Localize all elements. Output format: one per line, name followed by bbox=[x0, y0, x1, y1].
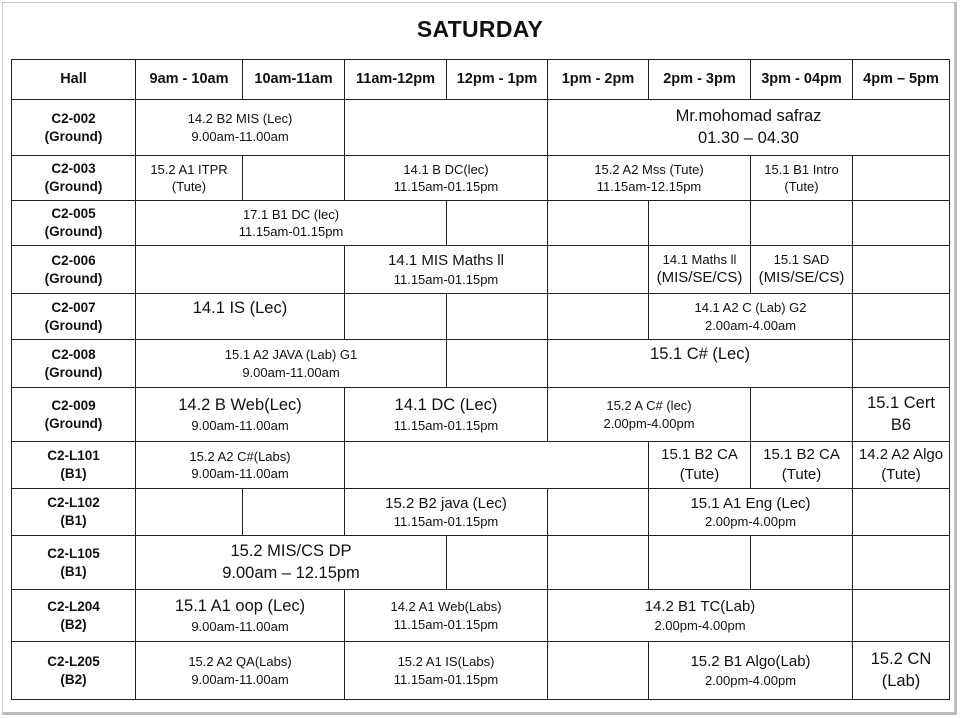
session-title: 15.1 SAD bbox=[773, 252, 830, 268]
empty-cell bbox=[548, 536, 649, 590]
session-title: 15.2 B1 Algo(Lab) bbox=[690, 653, 811, 671]
session-cell bbox=[136, 100, 345, 156]
session-cell bbox=[548, 340, 853, 388]
empty-cell bbox=[548, 489, 649, 536]
hall-floor: (B2) bbox=[60, 616, 87, 632]
hall-code: C2-008 bbox=[51, 346, 96, 362]
hall-code: C2-006 bbox=[51, 252, 96, 268]
session-time: 2.00pm-4.00pm bbox=[704, 514, 797, 530]
session-title: 15.2 A2 C#(Labs) bbox=[189, 448, 291, 464]
session-time: (Tute) bbox=[881, 466, 921, 483]
session-cell bbox=[548, 388, 751, 442]
session-time: 11.15am-01.15pm bbox=[393, 616, 499, 632]
header-slot: 2pm - 3pm bbox=[649, 60, 751, 100]
session-title: 15.1 B2 CA bbox=[661, 446, 738, 464]
session-time: 11.15am-01.15pm bbox=[393, 179, 499, 194]
session-cell bbox=[649, 642, 853, 700]
session-cell bbox=[345, 590, 548, 642]
session-cell bbox=[548, 590, 853, 642]
session-cell bbox=[649, 246, 751, 294]
session-title: 15.1 B1 Intro bbox=[764, 161, 839, 177]
session-title: 14.1 MIS Maths ll bbox=[388, 252, 504, 270]
session-time: 2.00am-4.00am bbox=[704, 317, 797, 333]
empty-cell bbox=[548, 201, 649, 246]
hall-code: C2-009 bbox=[51, 397, 96, 413]
session-cell bbox=[853, 442, 950, 489]
hall-floor: (Ground) bbox=[44, 317, 103, 333]
session-title: 14.2 B1 TC(Lab) bbox=[644, 598, 756, 616]
hall-cell bbox=[12, 442, 136, 489]
hall-floor: (B1) bbox=[60, 466, 87, 481]
hall-code: C2-L205 bbox=[47, 653, 100, 669]
empty-cell bbox=[548, 246, 649, 294]
session-title: 15.2 CN bbox=[870, 649, 932, 668]
session-title: 14.1 Maths ll bbox=[662, 252, 737, 268]
session-cell bbox=[649, 489, 853, 536]
session-title: 14.2 A1 Web(Labs) bbox=[390, 599, 502, 615]
hall-floor: (Ground) bbox=[44, 224, 103, 239]
session-time: 2.00pm-4.00pm bbox=[654, 617, 746, 633]
session-cell bbox=[345, 489, 548, 536]
session-title: 15.2 MIS/CS DP bbox=[230, 541, 352, 560]
table-row bbox=[12, 156, 950, 201]
hall-code: C2-003 bbox=[51, 161, 96, 177]
hall-floor: (Ground) bbox=[44, 270, 103, 286]
session-title: 14.1 A2 C (Lab) G2 bbox=[694, 300, 807, 316]
session-cell bbox=[649, 294, 853, 340]
session-time: 9.00am-11.00am bbox=[191, 466, 289, 481]
page-title: SATURDAY bbox=[416, 16, 544, 42]
session-title: 15.1 A2 JAVA (Lab) G1 bbox=[224, 347, 358, 363]
header-slot: 9am - 10am bbox=[136, 60, 243, 100]
session-cell bbox=[136, 442, 345, 489]
session-cell bbox=[853, 642, 950, 700]
empty-cell bbox=[853, 489, 950, 536]
session-time: 11.15am-01.15pm bbox=[393, 671, 499, 687]
hall-cell bbox=[12, 590, 136, 642]
session-time: (MIS/SE/CS) bbox=[758, 269, 845, 287]
hall-cell bbox=[12, 100, 136, 156]
header-slot: 1pm - 2pm bbox=[548, 60, 649, 100]
session-cell bbox=[345, 388, 548, 442]
session-title: 14.1 B DC(lec) bbox=[403, 161, 489, 177]
hall-cell bbox=[12, 489, 136, 536]
hall-cell bbox=[12, 156, 136, 201]
session-cell bbox=[649, 442, 751, 489]
session-title: 15.2 A1 IS(Labs) bbox=[397, 654, 495, 670]
session-time: 2.00pm-4.00pm bbox=[704, 672, 797, 688]
session-cell bbox=[136, 590, 345, 642]
session-cell bbox=[136, 340, 447, 388]
table-row bbox=[12, 442, 950, 489]
hall-code: C2-L204 bbox=[47, 598, 100, 614]
empty-cell bbox=[853, 294, 950, 340]
session-time: 9.00am-11.00am bbox=[191, 417, 289, 433]
session-time: 9.00am-11.00am bbox=[191, 671, 289, 687]
table-row bbox=[12, 536, 950, 590]
empty-cell bbox=[447, 294, 548, 340]
hall-code: C2-005 bbox=[51, 206, 96, 222]
session-time: 9.00am-11.00am bbox=[191, 618, 289, 634]
session-title: 14.1 IS (Lec) bbox=[192, 299, 288, 317]
session-title: 15.1 C# (Lec) bbox=[650, 345, 750, 363]
empty-cell bbox=[649, 201, 751, 246]
session-time: (Tute) bbox=[679, 466, 720, 483]
empty-cell bbox=[136, 489, 243, 536]
empty-cell bbox=[243, 156, 345, 201]
header-slot: 12pm - 1pm bbox=[447, 60, 548, 100]
session-cell bbox=[853, 388, 950, 442]
empty-cell bbox=[853, 246, 950, 294]
header-slot: 11am-12pm bbox=[345, 60, 447, 100]
header-row bbox=[12, 60, 950, 100]
session-title: Mr.mohomad safraz bbox=[675, 106, 822, 125]
table-row bbox=[12, 246, 950, 294]
session-cell bbox=[136, 156, 243, 201]
table-row bbox=[12, 489, 950, 536]
hall-cell bbox=[12, 536, 136, 590]
timetable bbox=[11, 59, 950, 700]
session-title: 15.1 Cert bbox=[867, 393, 935, 412]
session-time: 9.00am-11.00am bbox=[242, 364, 340, 380]
session-time: 11.15am-01.15pm bbox=[393, 417, 499, 433]
empty-cell bbox=[243, 489, 345, 536]
session-time: 11.15am-01.15pm bbox=[393, 271, 499, 287]
table-row bbox=[12, 642, 950, 700]
hall-floor: (Ground) bbox=[44, 364, 103, 380]
session-title: 15.2 B2 java (Lec) bbox=[385, 494, 507, 512]
hall-floor: (B2) bbox=[60, 671, 87, 687]
empty-cell bbox=[751, 201, 853, 246]
table-row bbox=[12, 388, 950, 442]
hall-code: C2-L102 bbox=[47, 495, 100, 511]
hall-floor: (Ground) bbox=[44, 415, 103, 431]
session-cell bbox=[751, 246, 853, 294]
session-title: 14.1 DC (Lec) bbox=[394, 396, 498, 415]
table-row bbox=[12, 590, 950, 642]
session-time: (Tute) bbox=[784, 179, 819, 194]
session-time: 2.00pm-4.00pm bbox=[603, 415, 695, 431]
empty-cell bbox=[447, 201, 548, 246]
empty-cell bbox=[447, 536, 548, 590]
table-row bbox=[12, 340, 950, 388]
hall-floor: (B1) bbox=[60, 513, 87, 528]
header-slot: 4pm – 5pm bbox=[853, 60, 950, 100]
session-cell bbox=[548, 156, 751, 201]
empty-cell bbox=[751, 536, 853, 590]
session-title: 15.2 A2 QA(Labs) bbox=[188, 654, 292, 670]
empty-cell bbox=[345, 100, 548, 156]
session-title: 15.2 A C# (lec) bbox=[606, 398, 692, 414]
empty-cell bbox=[345, 294, 447, 340]
empty-cell bbox=[136, 246, 345, 294]
session-time: 11.15am-01.15pm bbox=[393, 514, 499, 530]
hall-floor: (B1) bbox=[60, 563, 87, 579]
session-time: (Tute) bbox=[781, 466, 822, 483]
session-title: 15.2 A1 ITPR bbox=[150, 161, 228, 177]
empty-cell bbox=[548, 642, 649, 700]
session-cell bbox=[345, 246, 548, 294]
session-title: 14.2 A2 Algo bbox=[858, 446, 944, 464]
header-slot: 3pm - 04pm bbox=[751, 60, 853, 100]
session-cell bbox=[548, 100, 950, 156]
hall-cell bbox=[12, 201, 136, 246]
hall-code: C2-L105 bbox=[47, 545, 100, 561]
session-time: 11.15am-01.15pm bbox=[238, 224, 344, 239]
hall-code: C2-L101 bbox=[47, 448, 100, 464]
hall-floor: (Ground) bbox=[44, 128, 103, 144]
session-time: B6 bbox=[890, 415, 912, 434]
session-title: 14.2 B Web(Lec) bbox=[178, 396, 302, 415]
hall-cell bbox=[12, 294, 136, 340]
session-time: (Tute) bbox=[171, 179, 207, 194]
empty-cell bbox=[853, 201, 950, 246]
session-time: 01.30 – 04.30 bbox=[698, 128, 799, 147]
hall-cell bbox=[12, 388, 136, 442]
session-cell bbox=[136, 294, 345, 340]
session-title: 15.2 A2 Mss (Tute) bbox=[594, 161, 704, 177]
table-row bbox=[12, 100, 950, 156]
empty-cell bbox=[853, 340, 950, 388]
session-time: 9.00am-11.00am bbox=[191, 128, 289, 144]
empty-cell bbox=[853, 590, 950, 642]
session-cell bbox=[751, 442, 853, 489]
session-time: (MIS/SE/CS) bbox=[656, 269, 743, 287]
session-title: 17.1 B1 DC (lec) bbox=[242, 206, 340, 222]
header-hall: Hall bbox=[12, 60, 136, 100]
session-time: 11.15am-12.15pm bbox=[596, 179, 702, 194]
table-row bbox=[12, 294, 950, 340]
hall-cell bbox=[12, 340, 136, 388]
session-title: 15.1 A1 oop (Lec) bbox=[174, 597, 306, 616]
hall-cell bbox=[12, 642, 136, 700]
session-time: 9.00am – 12.15pm bbox=[222, 563, 360, 582]
empty-cell bbox=[649, 536, 751, 590]
hall-code: C2-007 bbox=[51, 299, 96, 315]
session-cell bbox=[136, 642, 345, 700]
table-row bbox=[12, 201, 950, 246]
session-title: 15.1 B2 CA bbox=[763, 446, 840, 464]
session-cell bbox=[136, 536, 447, 590]
session-cell bbox=[136, 201, 447, 246]
empty-cell bbox=[548, 294, 649, 340]
hall-cell bbox=[12, 246, 136, 294]
session-title: 15.1 A1 Eng (Lec) bbox=[690, 494, 811, 512]
empty-cell bbox=[751, 388, 853, 442]
session-cell bbox=[751, 156, 853, 201]
session-time: (Lab) bbox=[881, 671, 921, 690]
session-cell bbox=[136, 388, 345, 442]
session-cell bbox=[345, 156, 548, 201]
session-title: 14.2 B2 MIS (Lec) bbox=[187, 111, 293, 127]
empty-cell bbox=[853, 156, 950, 201]
empty-cell bbox=[447, 340, 548, 388]
empty-cell bbox=[853, 536, 950, 590]
header-slot: 10am-11am bbox=[243, 60, 345, 100]
hall-floor: (Ground) bbox=[44, 179, 103, 194]
empty-cell bbox=[345, 442, 649, 489]
session-cell bbox=[345, 642, 548, 700]
hall-code: C2-002 bbox=[51, 110, 96, 126]
